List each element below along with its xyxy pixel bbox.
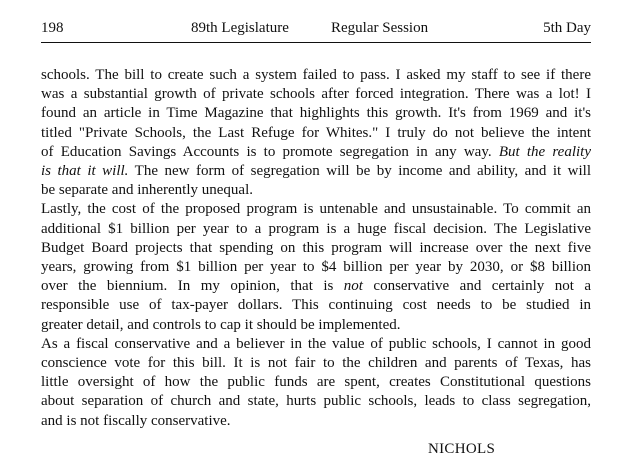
body-paragraph (41, 335, 591, 431)
text-run: found an article in Time Magazine that highlights this growth. It's from 1969 and it's (41, 105, 591, 122)
text-line (41, 412, 591, 431)
text-line (41, 392, 591, 411)
text-line (41, 181, 591, 200)
day-label: 5th Day (543, 20, 591, 36)
page-number: 198 (41, 20, 64, 36)
text-run: Lastly, the cost of the proposed program is untenable and unsustainable. To commit an (41, 201, 591, 218)
text-line (41, 296, 591, 315)
text-run: little oversight of how the public funds are spent, creates Constitutional questions (41, 374, 591, 391)
page-header (41, 20, 591, 40)
text-line (41, 143, 591, 162)
signature: NICHOLS (428, 441, 496, 457)
text-run: conservative and certainly not a (362, 278, 591, 295)
text-line (41, 104, 591, 123)
italic-text: But the reality (498, 143, 591, 160)
text-run: years, growing from $1 billion per year to $4 billion per year by 2030, or $8 billion (41, 259, 591, 276)
text-line (41, 66, 591, 85)
header-rule (41, 42, 591, 43)
text-run: be separate and inherently unequal. (41, 182, 253, 199)
text-run: greater detail, and controls to cap it should be implemented. (41, 316, 401, 333)
body-paragraph (41, 66, 591, 200)
text-run: additional $1 billion per year to a program is a huge fiscal decision. The Legislative (41, 220, 591, 237)
text-line (41, 162, 591, 181)
text-run: titled "Private Schools, the Last Refuge for Whites." I truly do not believe the intent (41, 124, 591, 141)
text-line (41, 316, 591, 335)
text-run: of Education Savings Accounts is to promote segregation in any way. (41, 143, 499, 160)
text-line (41, 200, 591, 219)
text-run: over the biennium. In my opinion, that is (41, 278, 344, 295)
text-line (41, 277, 591, 296)
body-paragraph (41, 200, 591, 334)
session-label: Regular Session (331, 20, 429, 36)
text-run: responsible use of tax-payer dollars. This continuing cost needs to be studied in (41, 297, 591, 314)
text-line (41, 258, 591, 277)
text-line (41, 373, 591, 392)
text-run: schools. The bill to create such a system failed to pass. I asked my staff to see if there (41, 67, 591, 83)
italic-text: is that it will. (41, 163, 129, 180)
text-line (41, 220, 591, 239)
statement-body (41, 66, 591, 431)
italic-text: not (343, 278, 363, 295)
text-run: The new form of segregation will be by income and ability, and it will (128, 163, 591, 180)
text-line (41, 124, 591, 143)
text-run: conscience vote for this bill. It is not fair to the children and parents of Texas, has (41, 355, 591, 372)
text-run: and is not fiscally conservative. (41, 412, 231, 429)
legislature-label: 89th Legislature (191, 20, 289, 36)
text-line (41, 354, 591, 373)
text-line (41, 335, 591, 354)
text-line (41, 239, 591, 258)
text-run: about separation of church and state, hurts public schools, leads to class segregation, (41, 393, 591, 410)
text-run: was a substantial growth of private schools after forced integration. There was a lot! I (41, 86, 591, 103)
text-run: Budget Board projects that spending on this program will increase over the next five (41, 239, 591, 256)
text-line (41, 85, 591, 104)
text-run: As a fiscal conservative and a believer in the value of public schools, I cannot in good (41, 335, 591, 352)
